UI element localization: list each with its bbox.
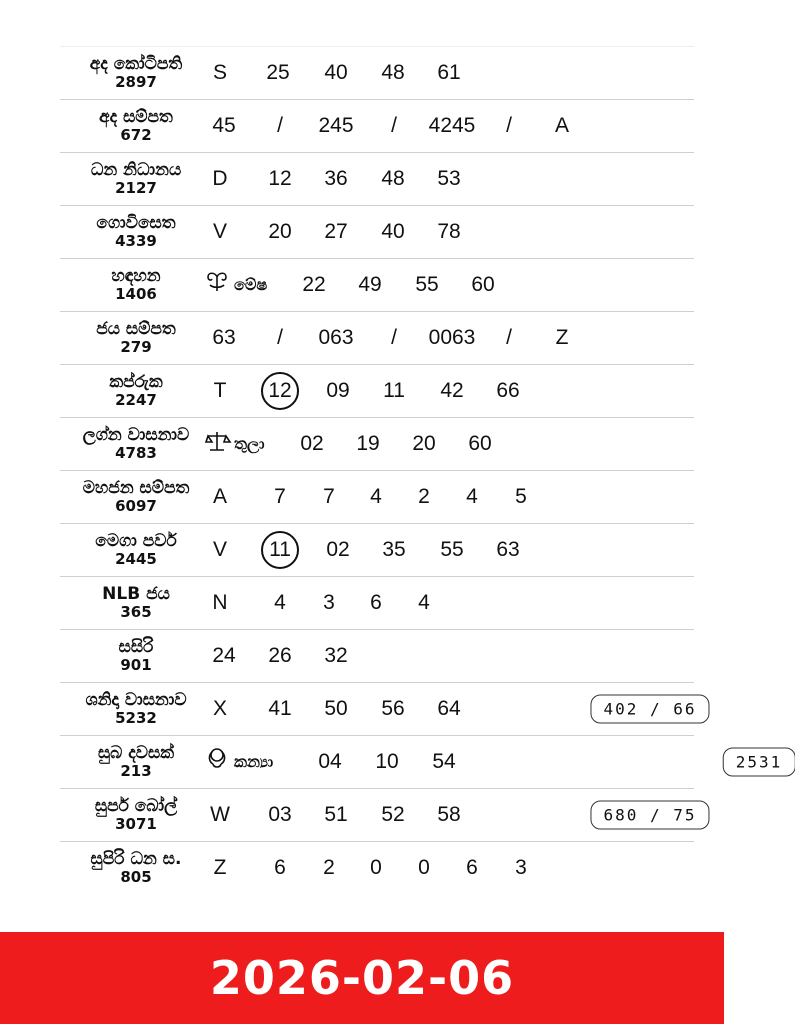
result-value: 40 <box>381 220 405 243</box>
result-value: 02 <box>326 538 350 561</box>
result-value: D <box>212 167 228 190</box>
winning-numbers <box>212 524 694 576</box>
lottery-name-cell <box>60 426 212 463</box>
result-row <box>60 152 694 205</box>
result-row <box>60 258 694 311</box>
lottery-name-cell <box>60 108 212 145</box>
result-value: 51 <box>324 803 348 826</box>
result-value: / <box>277 114 283 137</box>
result-value: 40 <box>324 61 348 84</box>
result-row <box>60 682 697 735</box>
winning-numbers <box>212 100 694 152</box>
draw-number: 2897 <box>115 73 157 92</box>
result-value: 60 <box>471 273 495 296</box>
result-value: 7 <box>323 485 335 508</box>
draw-number: 5232 <box>115 709 157 728</box>
result-value: 53 <box>437 167 461 190</box>
result-row <box>60 46 694 99</box>
winning-numbers <box>212 153 694 205</box>
result-value: 12 <box>268 167 292 190</box>
result-row <box>60 735 783 788</box>
result-value: 5 <box>515 485 527 508</box>
draw-number: 672 <box>120 126 152 145</box>
draw-number: 2127 <box>115 179 157 198</box>
result-value: 0063 <box>428 326 476 349</box>
lottery-name: සුපිරි ධන ස. <box>90 848 182 869</box>
result-value: 60 <box>468 432 492 455</box>
result-value: 0 <box>370 856 382 879</box>
result-row <box>60 364 694 417</box>
result-value: 20 <box>268 220 292 243</box>
result-value: 02 <box>300 432 324 455</box>
result-value: 66 <box>496 379 520 402</box>
result-row <box>60 523 694 576</box>
draw-number: 6097 <box>115 497 157 516</box>
draw-number: 2445 <box>115 550 157 569</box>
result-value: 63 <box>496 538 520 561</box>
result-value: 63 <box>212 326 236 349</box>
result-value: 11 <box>383 379 405 402</box>
draw-number: 365 <box>120 603 152 622</box>
result-value: 0 <box>418 856 430 879</box>
result-value: 6 <box>466 856 478 879</box>
winning-numbers <box>210 789 697 841</box>
result-value: 3 <box>515 856 527 879</box>
bonus-number: 12 <box>261 372 299 410</box>
result-value: 42 <box>440 379 464 402</box>
winning-numbers <box>212 259 694 311</box>
result-value: 245 <box>318 114 354 137</box>
result-value: 25 <box>266 61 290 84</box>
lottery-name: සසිරි <box>118 636 154 657</box>
lottery-name-cell <box>60 585 212 622</box>
lottery-name-cell <box>60 214 212 251</box>
result-value: 52 <box>381 803 405 826</box>
lottery-name-cell <box>60 479 212 516</box>
lottery-name: ධන නිධානය <box>90 159 182 180</box>
draw-number: 901 <box>120 656 152 675</box>
result-value: S <box>212 61 228 84</box>
result-value: 55 <box>415 273 439 296</box>
result-value: 55 <box>440 538 464 561</box>
lottery-name: මහජන සම්පත <box>82 477 190 498</box>
result-row <box>60 99 694 152</box>
zodiac-label: මේෂ <box>234 275 268 294</box>
lottery-name-cell <box>60 744 212 781</box>
result-row <box>60 417 694 470</box>
result-value: A <box>212 485 228 508</box>
draw-number: 4783 <box>115 444 157 463</box>
lottery-name: හඳහන <box>111 265 161 286</box>
result-row <box>60 788 697 841</box>
zodiac-label: කන්‍යා <box>234 752 274 771</box>
result-value: 7 <box>274 485 286 508</box>
draw-number: 1406 <box>115 285 157 304</box>
result-value: Z <box>213 856 227 879</box>
result-value: 36 <box>324 167 348 190</box>
result-value: 56 <box>381 697 405 720</box>
lottery-name: අද සම්පත <box>99 106 173 127</box>
lottery-name-cell <box>60 797 212 834</box>
result-value: 22 <box>302 273 326 296</box>
special-prize-box: 402 / 66 <box>590 695 709 724</box>
result-value: 26 <box>268 644 292 667</box>
result-value: 61 <box>437 61 461 84</box>
virgo-icon <box>204 746 234 778</box>
result-value: 48 <box>381 61 405 84</box>
winning-numbers <box>212 365 694 417</box>
lottery-name: සුබ දවසක් <box>97 742 175 763</box>
result-row <box>60 629 694 682</box>
special-prize-box: 680 / 75 <box>590 801 709 830</box>
lottery-name: ශනිදා වාසනාව <box>85 689 187 710</box>
result-row <box>60 470 694 523</box>
zodiac-label: තුලා <box>234 434 265 453</box>
result-row <box>60 841 694 894</box>
result-value: 6 <box>370 591 382 614</box>
zodiac-sign <box>204 428 264 460</box>
result-value: 50 <box>324 697 348 720</box>
lottery-name-cell <box>60 638 212 675</box>
result-value: Z <box>555 326 569 349</box>
result-value: 4245 <box>428 114 476 137</box>
result-value: 4 <box>274 591 286 614</box>
winning-numbers <box>212 683 697 735</box>
zodiac-sign <box>204 746 273 778</box>
result-row <box>60 576 694 629</box>
winning-numbers <box>212 206 694 258</box>
result-value: 35 <box>382 538 406 561</box>
result-value: 2 <box>323 856 335 879</box>
result-value: 41 <box>268 697 292 720</box>
result-value: A <box>554 114 570 137</box>
result-value: 19 <box>356 432 380 455</box>
result-value: V <box>212 220 228 243</box>
winning-numbers <box>212 577 694 629</box>
result-value: 10 <box>375 750 399 773</box>
lottery-name: අද කෝටිපති <box>89 53 183 74</box>
result-row <box>60 311 694 364</box>
lottery-name-cell <box>60 55 212 92</box>
result-value: 24 <box>212 644 236 667</box>
lottery-name-cell <box>60 850 212 887</box>
winning-numbers <box>212 630 694 682</box>
result-value: 03 <box>268 803 292 826</box>
lottery-name-cell <box>60 532 212 569</box>
result-value: 4 <box>466 485 478 508</box>
winning-numbers <box>212 312 694 364</box>
result-value: 04 <box>318 750 342 773</box>
result-value: N <box>212 591 228 614</box>
result-value: 48 <box>381 167 405 190</box>
winning-numbers <box>212 47 694 99</box>
lottery-name-cell <box>60 161 212 198</box>
lottery-name-cell <box>60 373 212 410</box>
result-value: / <box>506 326 512 349</box>
result-value: W <box>210 803 230 826</box>
lottery-name-cell <box>60 267 212 304</box>
lottery-name-cell <box>60 691 212 728</box>
result-value: 4 <box>370 485 382 508</box>
result-value: 54 <box>432 750 456 773</box>
result-value: 4 <box>418 591 430 614</box>
result-value: 49 <box>358 273 382 296</box>
draw-number: 4339 <box>115 232 157 251</box>
aries-icon <box>204 269 234 301</box>
result-value: 78 <box>437 220 461 243</box>
result-value: 58 <box>437 803 461 826</box>
draw-number: 2247 <box>115 391 157 410</box>
result-value: 27 <box>324 220 348 243</box>
draw-number: 3071 <box>115 815 157 834</box>
lottery-name: ජය සම්පත <box>96 318 176 339</box>
winning-numbers <box>212 842 694 894</box>
draw-number: 805 <box>120 868 152 887</box>
result-value: X <box>212 697 228 720</box>
result-value: / <box>277 326 283 349</box>
lottery-name: ලග්න වාසනාව <box>82 424 190 445</box>
result-row <box>60 205 694 258</box>
lottery-name: NLB ජය <box>102 583 170 604</box>
result-value: 2 <box>418 485 430 508</box>
result-value: 3 <box>323 591 335 614</box>
result-value: 20 <box>412 432 436 455</box>
result-value: 063 <box>318 326 354 349</box>
result-date: 2026-02-06 <box>209 951 515 1005</box>
result-value: 45 <box>212 114 236 137</box>
date-banner <box>0 932 724 1024</box>
result-value: / <box>391 114 397 137</box>
draw-number: 213 <box>120 762 152 781</box>
result-value: T <box>213 379 227 402</box>
lottery-name: සුපර් බෝල් <box>94 795 178 816</box>
lottery-name: කප්රුක <box>109 371 163 392</box>
winning-numbers <box>212 418 694 470</box>
result-value: 64 <box>437 697 461 720</box>
result-value: V <box>212 538 228 561</box>
draw-number: 279 <box>120 338 152 357</box>
winning-numbers <box>212 471 694 523</box>
bonus-number: 11 <box>261 531 299 569</box>
lottery-name-cell <box>60 320 212 357</box>
lottery-name: මෙගා පවර් <box>95 530 177 551</box>
lottery-name: ගොවිසෙත <box>96 212 176 233</box>
special-prize-box: 2531 <box>723 748 795 777</box>
result-value: 09 <box>326 379 350 402</box>
result-value: 6 <box>274 856 286 879</box>
winning-numbers <box>212 736 783 788</box>
results-table <box>60 46 783 894</box>
zodiac-sign <box>204 269 267 301</box>
result-value: 32 <box>324 644 348 667</box>
result-value: / <box>506 114 512 137</box>
result-value: / <box>391 326 397 349</box>
libra-icon <box>204 428 234 460</box>
